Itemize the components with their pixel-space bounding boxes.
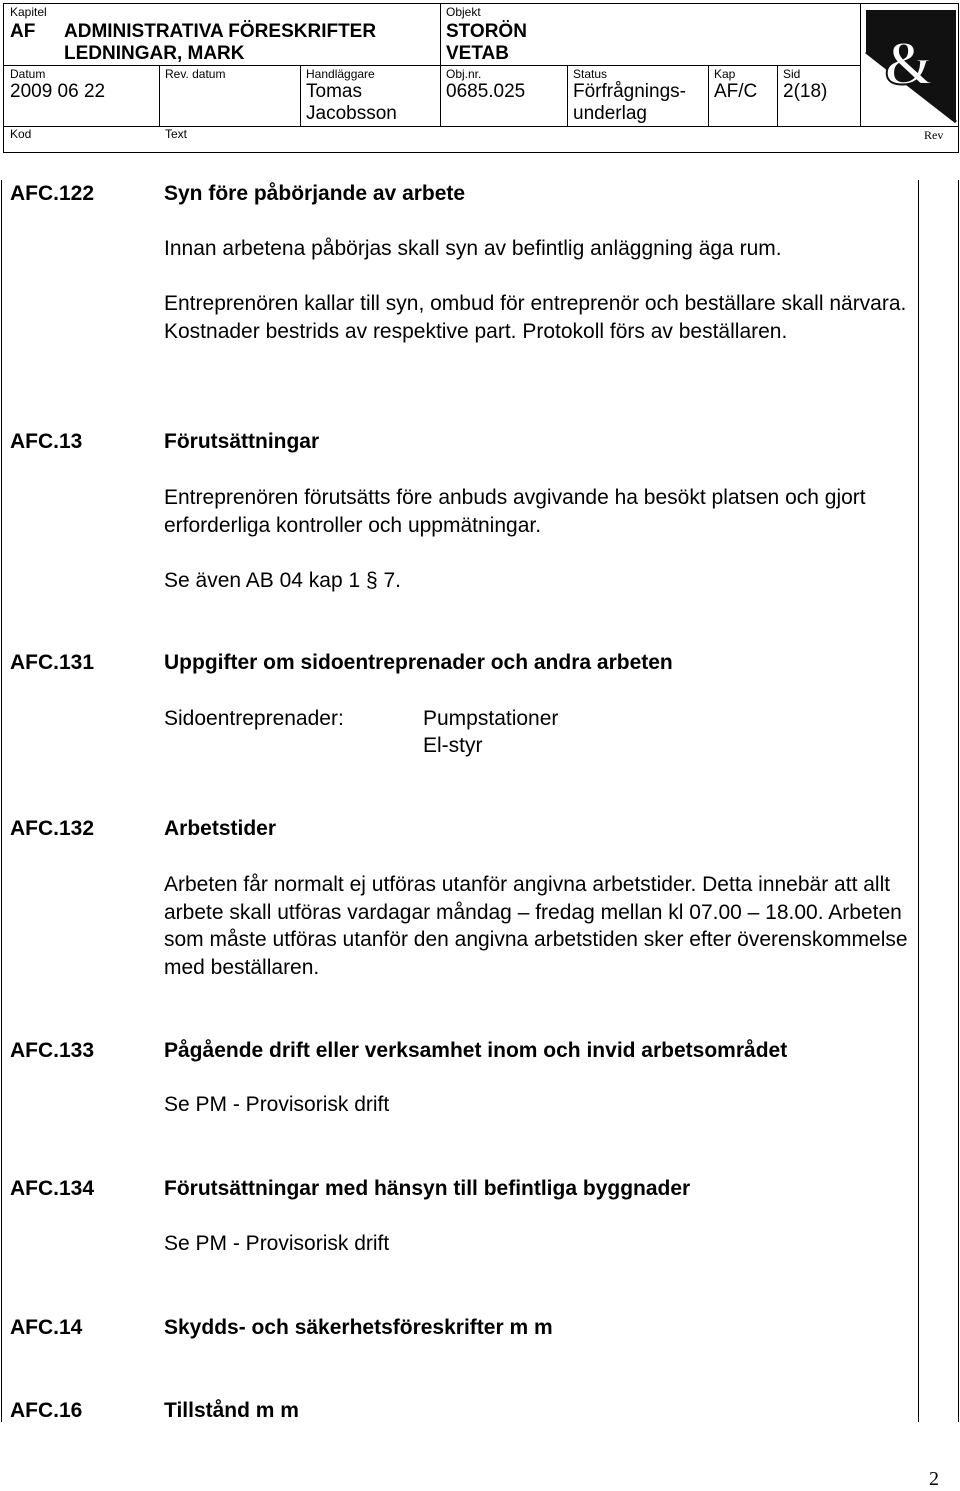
kap-value: AF/C [714, 81, 758, 102]
section-title: Uppgifter om sidoentreprenader och andra arbeten [164, 651, 673, 674]
objnr-value: 0685.025 [446, 81, 526, 102]
datum-value: 2009 06 22 [10, 81, 106, 102]
ampersand-logo-icon [862, 4, 959, 129]
objekt-value-line1: STORÖN [446, 21, 527, 42]
section-title: Förutsättningar med hänsyn till befintliga byggnader [164, 1177, 691, 1200]
section-title: Skydds- och säkerhetsföreskrifter m m [164, 1316, 553, 1339]
svg-text:&: & [883, 30, 935, 98]
sidoentreprenader-value: El-styr [423, 734, 483, 757]
section-code: AFC.133 [10, 1039, 95, 1062]
section-paragraph: Se även AB 04 kap 1 § 7. [164, 569, 402, 592]
header-divider [440, 4, 441, 65]
objekt-label: Objekt [446, 5, 481, 19]
handlaggare-value-line2: Jacobsson [306, 103, 397, 124]
body-frame-rev-divider [918, 180, 919, 1422]
sidoentreprenader-label: Sidoentreprenader: [164, 707, 344, 730]
document-title-line2: LEDNINGAR, MARK [64, 43, 245, 64]
datum-label: Datum [10, 67, 46, 81]
kapitel-value: AF [10, 21, 36, 42]
section-paragraph: Se PM - Provisorisk drift [164, 1232, 390, 1255]
header-divider [4, 126, 958, 127]
section-title: Förutsättningar [164, 430, 320, 453]
header-divider [777, 65, 778, 126]
header-divider [440, 65, 441, 126]
section-code: AFC.14 [10, 1316, 83, 1339]
section-title: Pågående drift eller verksamhet inom och invid arbetsområdet [164, 1039, 788, 1062]
document-title-line1: ADMINISTRATIVA FÖRESKRIFTER [64, 21, 377, 42]
section-code: AFC.132 [10, 817, 95, 840]
section-code: AFC.13 [10, 430, 83, 453]
page-number: 2 [929, 1468, 939, 1490]
header-divider [567, 65, 568, 126]
kapitel-label: Kapitel [10, 5, 47, 19]
sidoentreprenader-value: Pumpstationer [423, 707, 559, 730]
section-paragraph: Entreprenören kallar till syn, ombud för entreprenör och beställare skall närvara. Kostnader bestrids av respektive part. Protokoll förs av beställaren. [164, 292, 907, 343]
sid-label: Sid [783, 67, 801, 81]
sid-value: 2(18) [783, 81, 828, 102]
text-label: Text [165, 127, 188, 141]
section-paragraph: Se PM - Provisorisk drift [164, 1093, 390, 1116]
section-code: AFC.122 [10, 182, 95, 205]
handlaggare-value-line1: Tomas [306, 81, 362, 102]
section-code: AFC.16 [10, 1399, 83, 1422]
section-code: AFC.131 [10, 651, 95, 674]
section-title: Syn före påbörjande av arbete [164, 182, 466, 205]
section-paragraph: Entreprenören förutsätts före anbuds avgivande ha besökt platsen och gjort erforderliga kontroller och uppmätningar. [164, 486, 866, 537]
section-paragraph: Innan arbetena påbörjas skall syn av befintlig anläggning äga rum. [164, 237, 782, 260]
objnr-label: Obj.nr. [446, 67, 482, 81]
status-label: Status [573, 67, 608, 81]
section-code: AFC.134 [10, 1177, 95, 1200]
section-title: Arbetstider [164, 817, 277, 840]
kap-label: Kap [714, 67, 736, 81]
status-value-line1: Förfrågnings- [573, 81, 686, 102]
document-header [3, 3, 959, 153]
handlaggare-label: Handläggare [306, 67, 375, 81]
section-paragraph: Arbeten får normalt ej utföras utanför angivna arbetstider. Detta innebär att allt arbete skall utföras vardagar måndag – fredag mellan kl 07.00 – 18.00. Arbeten som måste utföras utanför den angivna arbetstiden sker efter överenskommelse med beställaren. [164, 873, 908, 979]
header-divider [300, 65, 301, 126]
header-divider [860, 4, 861, 126]
rev-datum-label: Rev. datum [165, 67, 226, 81]
rev-label: Rev [924, 128, 944, 142]
header-divider [708, 65, 709, 126]
status-value-line2: underlag [573, 103, 647, 124]
body-frame-right [958, 180, 959, 1422]
header-divider [4, 65, 860, 66]
objekt-value-line2: VETAB [446, 43, 509, 64]
header-divider [159, 65, 160, 126]
section-title: Tillstånd m m [164, 1399, 299, 1422]
kod-label: Kod [10, 127, 32, 141]
body-frame-left [1, 180, 2, 1422]
